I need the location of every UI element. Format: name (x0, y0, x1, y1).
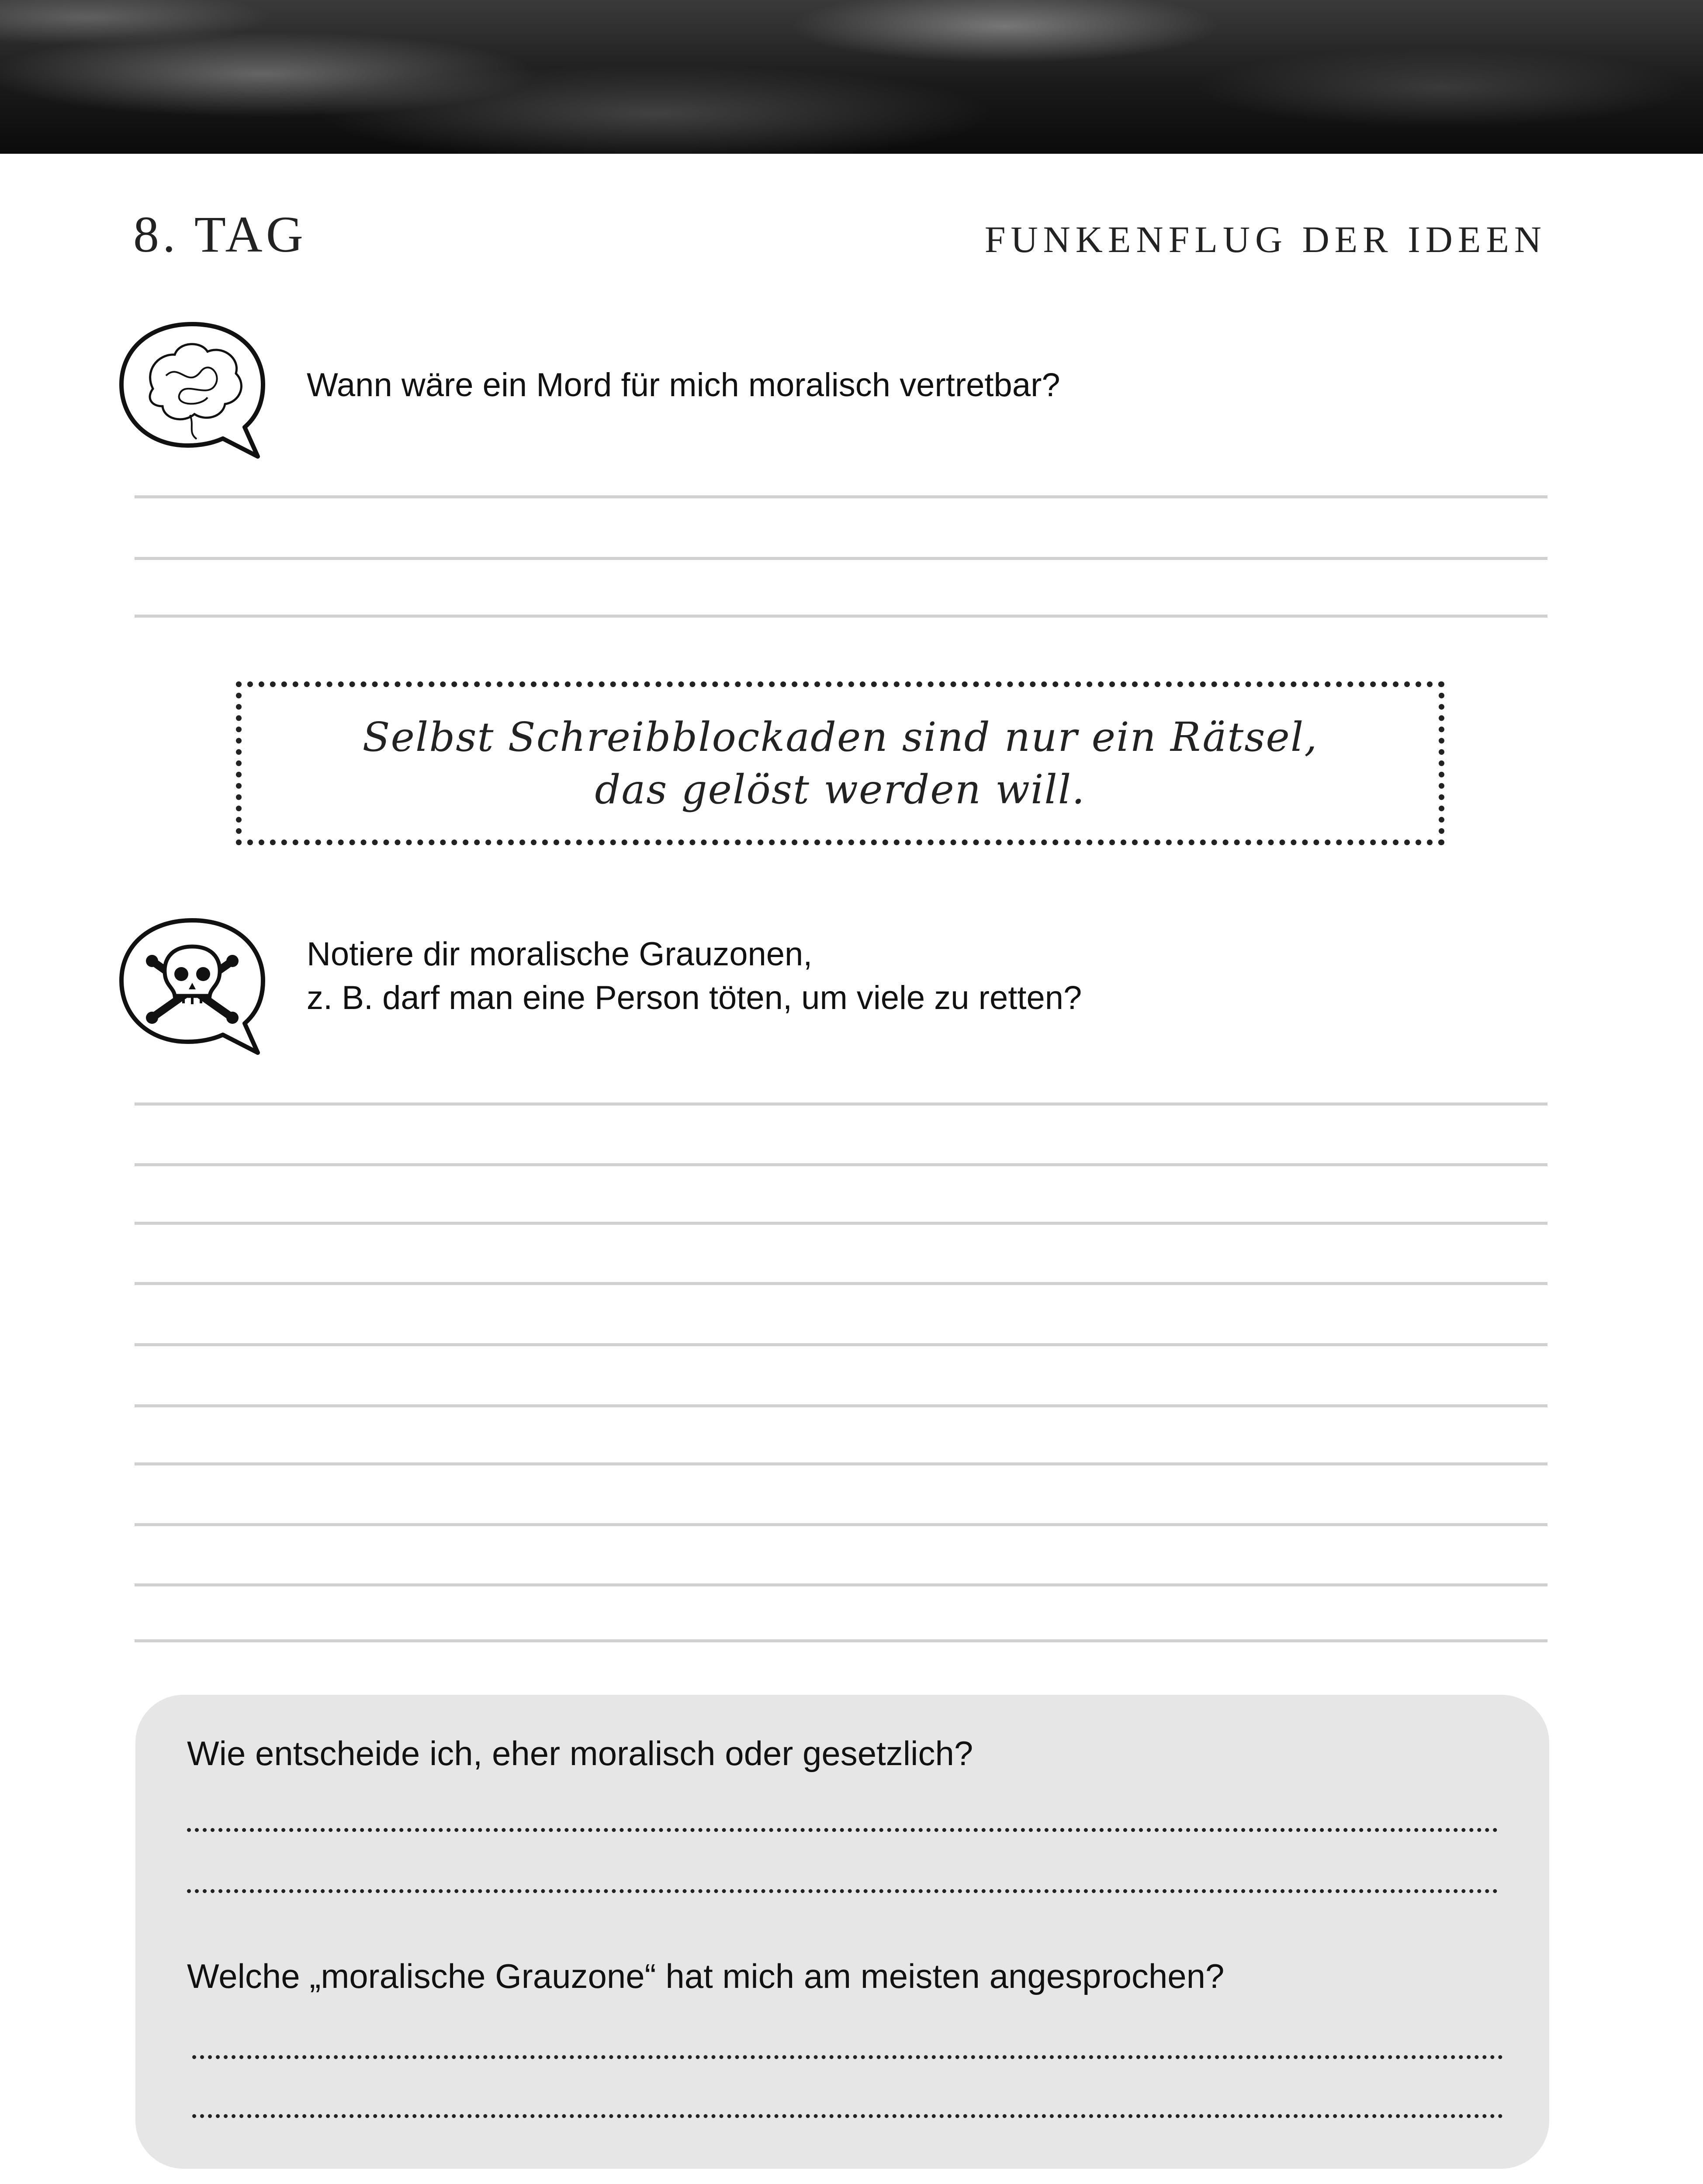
answer-dotted-line[interactable] (187, 1828, 1498, 1832)
prompt-2-line-1: Notiere dir moralische Grauzonen, (307, 936, 813, 973)
writing-line[interactable] (135, 495, 1547, 498)
quote-line-1: Selbst Schreibblockaden sind nur ein Rätsel, (362, 713, 1318, 760)
answer-dotted-line[interactable] (192, 2114, 1503, 2118)
writing-line[interactable] (135, 1462, 1547, 1465)
answer-dotted-line[interactable] (192, 2055, 1503, 2059)
section-title: FUNKENFLUG DER IDEEN (984, 218, 1547, 260)
writing-line[interactable] (135, 1222, 1547, 1225)
reflection-question-2: Welche „moralische Grauzone“ hat mich am meisten angesprochen? (187, 1957, 1225, 1995)
storm-cloud-banner (0, 0, 1703, 154)
writing-line[interactable] (135, 1404, 1547, 1407)
prompt-1-text (307, 363, 1060, 407)
reflection-box (135, 1695, 1549, 2169)
brain-icon (114, 314, 271, 463)
writing-line[interactable] (135, 1282, 1547, 1285)
writing-line[interactable] (135, 1163, 1547, 1166)
prompt-1-line-1: Wann wäre ein Mord für mich moralisch vertretbar? (307, 366, 1060, 404)
reflection-question-1: Wie entscheide ich, eher moralisch oder gesetzlich? (187, 1734, 973, 1773)
prompt-2-text (307, 933, 1082, 1020)
writing-line[interactable] (135, 1639, 1547, 1642)
writing-line[interactable] (135, 1343, 1547, 1346)
writing-line[interactable] (135, 1102, 1547, 1106)
writing-line[interactable] (135, 1583, 1547, 1586)
writing-line[interactable] (135, 615, 1547, 618)
skull-crossbones-icon (114, 911, 271, 1059)
answer-dotted-line[interactable] (187, 1889, 1498, 1893)
writing-line[interactable] (135, 557, 1547, 560)
prompt-2-line-2: z. B. darf man eine Person töten, um viele zu retten? (307, 979, 1082, 1016)
quote-line-2: das gelöst werden will. (595, 766, 1086, 813)
day-title: 8. TAG (133, 206, 307, 263)
writing-line[interactable] (135, 1523, 1547, 1526)
quote-box (236, 681, 1444, 845)
